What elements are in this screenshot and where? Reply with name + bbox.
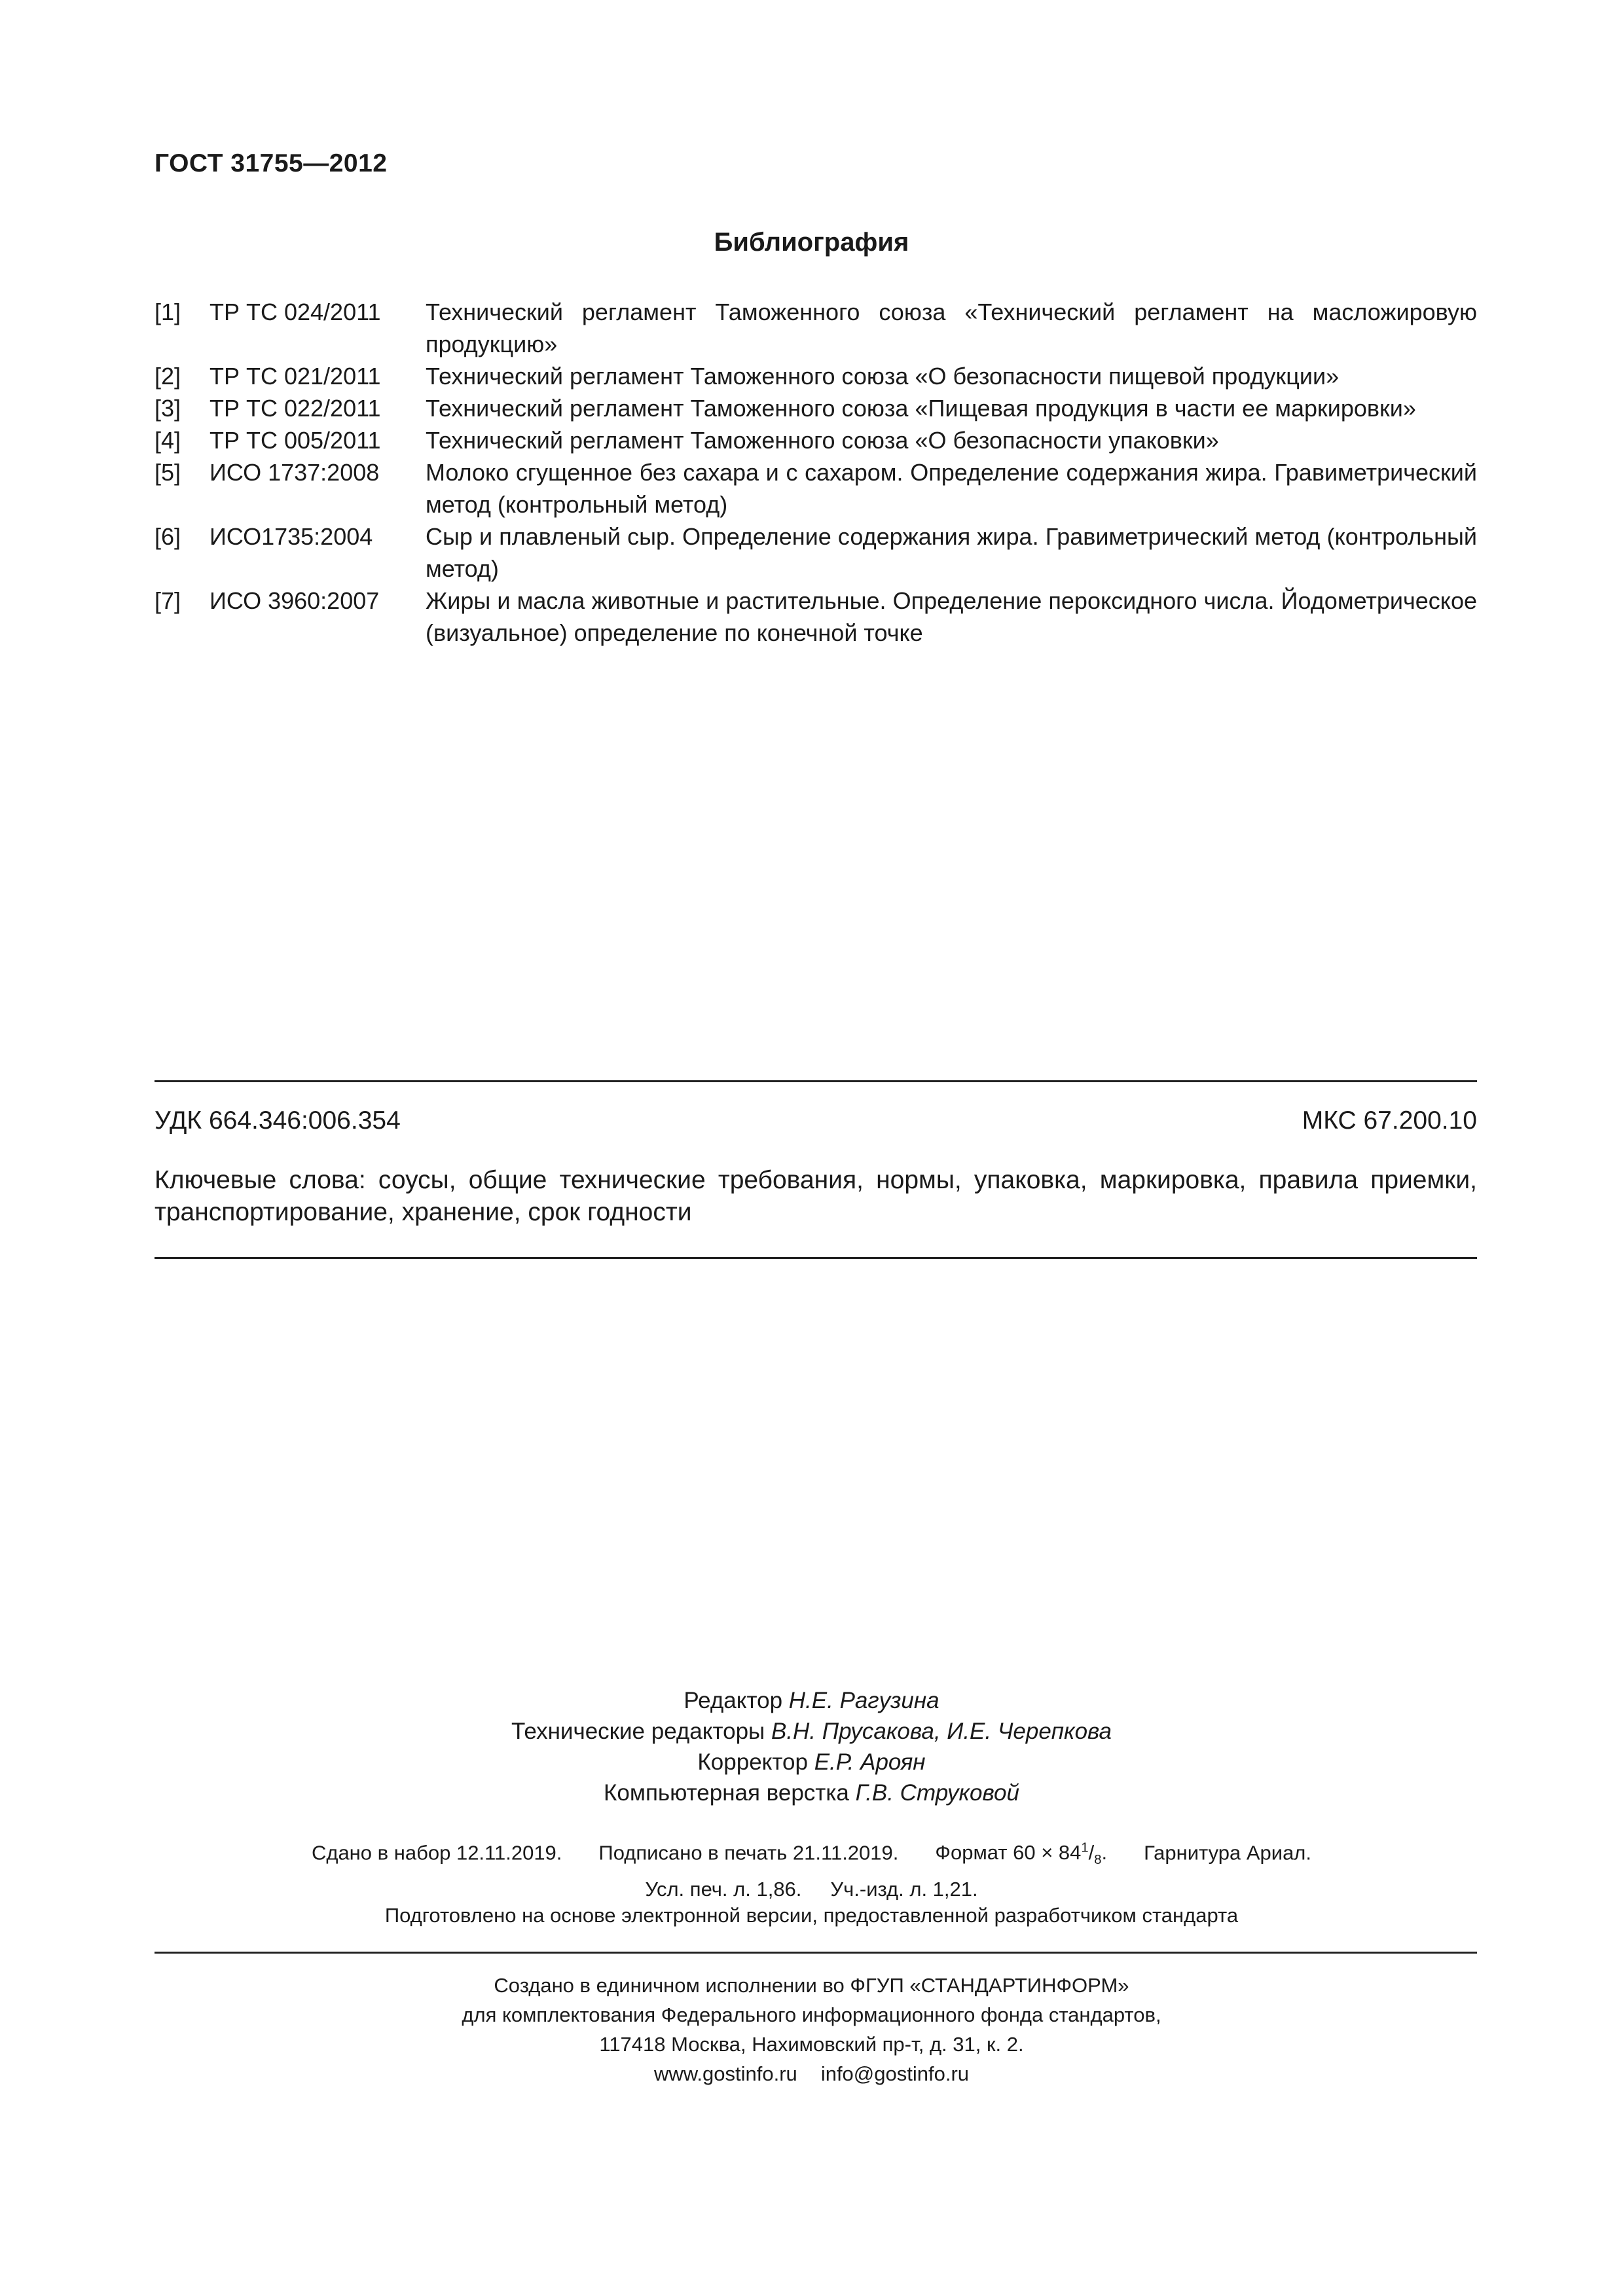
bibliography-item-number: [4] xyxy=(155,427,181,454)
bibliography-item xyxy=(155,360,1477,392)
publisher-sheets: Уч.-изд. л. 1,21. xyxy=(830,1877,978,1901)
signed-date: Подписано в печать 21.11.2019. xyxy=(598,1841,899,1865)
bibliography-item xyxy=(155,392,1477,424)
bibliography-item-title: Жиры и масла животные и растительные. Определение пероксидного числа. Йодометрическое (визуальное) определение по конечной точке xyxy=(426,587,1477,646)
format: Формат $60 \times 84^1/_8$. xyxy=(935,1841,1108,1868)
bibliography-item-title: Технический регламент Таможенного союза «О безопасности пищевой продукции» xyxy=(426,363,1340,390)
editor-line: Редактор Н.Е. Рагузина xyxy=(684,1688,939,1713)
bibliography-item-reference: ТР ТС 024/2011 xyxy=(210,299,381,325)
bibliography-item-title: Сыр и плавленый сыр. Определение содержания жира. Гравиметрический метод (контрольный метод) xyxy=(426,523,1477,582)
tech-editors-line: Технические редакторы В.Н. Прусакова, И.Е. Черепкова xyxy=(511,1719,1112,1744)
bibliography-item xyxy=(155,585,1477,649)
email-link[interactable]: info@gostinfo.ru xyxy=(820,2062,970,2085)
document-code: ГОСТ 31755—2012 xyxy=(155,149,388,177)
editor-name: Н.Е. Рагузина xyxy=(788,1688,939,1713)
tech-editors-names: В.Н. Прусакова, И.Е. Черепкова xyxy=(771,1719,1112,1744)
bibliography-item-reference: ТР ТС 005/2011 xyxy=(210,427,381,454)
divider-keywords xyxy=(155,1257,1477,1259)
print-sheets: Усл. печ. л. 1,86. xyxy=(645,1877,802,1901)
bibliography-item-number: [7] xyxy=(155,587,181,614)
print-info-line-2 xyxy=(0,1875,1623,1903)
bibliography-item-reference: ИСО1735:2004 xyxy=(210,523,373,550)
credits-block xyxy=(0,1685,1623,1808)
layout-line: Компьютерная верстка Г.В. Струковой xyxy=(604,1780,1019,1806)
prepared-note: Подготовлено на основе электронной версии, предоставленной разработчиком стандарта xyxy=(384,1904,1239,1927)
mks-code: МКС 67.200.10 xyxy=(1302,1106,1477,1135)
bibliography-title: Библиография xyxy=(714,228,909,257)
typeface: Гарнитура Ариал. xyxy=(1144,1841,1312,1865)
submitted-date: Сдано в набор 12.11.2019. xyxy=(311,1841,562,1865)
publisher-address: 117418 Москва, Нахимовский пр-т, д. 31, к. 2. xyxy=(599,2033,1024,2056)
keywords: Ключевые слова: соусы, общие технические требования, нормы, упаковка, маркировка, правила приемки, транспортирование, хранение, срок годности xyxy=(155,1166,1477,1226)
bibliography-item-number: [1] xyxy=(155,299,181,325)
print-info xyxy=(0,1834,1623,1903)
bibliography-item xyxy=(155,424,1477,456)
divider-bottom xyxy=(155,1952,1477,1954)
bibliography-item-title: Технический регламент Таможенного союза «Технический регламент на масложировую продукцию» xyxy=(426,299,1477,357)
publisher-contacts xyxy=(0,2059,1623,2088)
publisher-block xyxy=(0,1971,1623,2088)
bibliography-item-title: Технический регламент Таможенного союза «Пищевая продукция в части ее маркировки» xyxy=(426,395,1416,422)
udk-code: УДК 664.346:006.354 xyxy=(155,1106,401,1135)
divider-top xyxy=(155,1080,1477,1082)
classification-row xyxy=(155,1106,1477,1135)
bibliography-item-reference: ИСО 1737:2008 xyxy=(210,459,380,486)
website-link[interactable]: www.gostinfo.ru xyxy=(653,2062,797,2085)
bibliography-list xyxy=(155,296,1477,649)
bibliography-item-reference: ТР ТС 021/2011 xyxy=(210,363,381,390)
corrector-name: Е.Р. Ароян xyxy=(814,1749,926,1775)
bibliography-item xyxy=(155,520,1477,585)
bibliography-item-number: [2] xyxy=(155,363,181,390)
publisher-line-2: для комплектования Федерального информационного фонда стандартов, xyxy=(462,2003,1161,2026)
bibliography-item xyxy=(155,456,1477,520)
layout-name: Г.В. Струковой xyxy=(855,1780,1019,1806)
print-info-line-1 xyxy=(0,1834,1623,1875)
bibliography-item-number: [6] xyxy=(155,523,181,550)
bibliography-item-number: [5] xyxy=(155,459,181,486)
bibliography-item-reference: ТР ТС 022/2011 xyxy=(210,395,381,422)
bibliography-item-title: Технический регламент Таможенного союза «О безопасности упаковки» xyxy=(426,427,1219,454)
corrector-line: Корректор Е.Р. Ароян xyxy=(697,1749,926,1775)
bibliography-item-title: Молоко сгущенное без сахара и с сахаром. Определение содержания жира. Гравиметрический метод (контрольный метод) xyxy=(426,459,1477,518)
publisher-line-1: Создано в единичном исполнении во ФГУП «СТАНДАРТИНФОРМ» xyxy=(494,1974,1129,1997)
bibliography-item-reference: ИСО 3960:2007 xyxy=(210,587,380,614)
bibliography-item-number: [3] xyxy=(155,395,181,422)
bibliography-item xyxy=(155,296,1477,360)
